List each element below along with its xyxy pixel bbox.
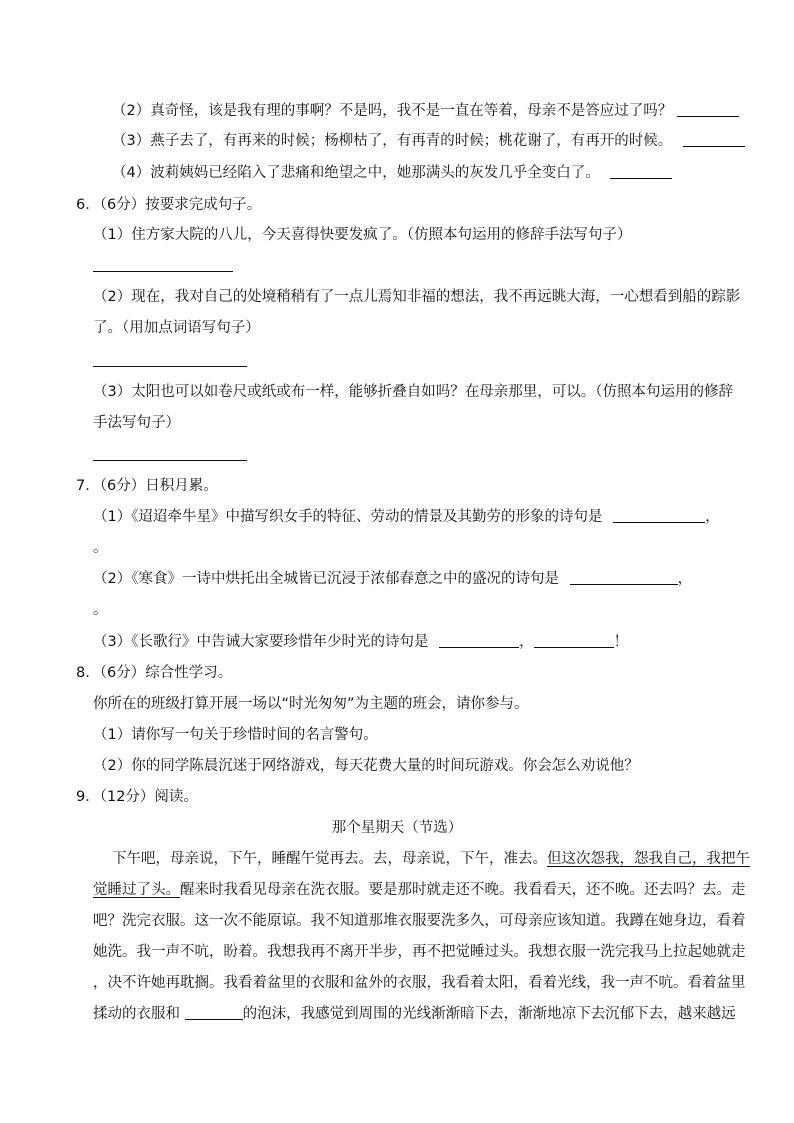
passage-text: 醒来时我看见母亲在洗衣服。要是那时就走还不晚。我看看天，还不晚。还去吗？去。走	[180, 882, 746, 898]
underlined-sentence: 觉睡过了头。	[93, 882, 180, 898]
passage-line-1	[112, 849, 750, 869]
passage-line-3: 吧？洗完衣服。这一次不能原谅。我不知道那堆衣服要洗多久，可母亲应该知道。我蹲在她身边，看着	[93, 913, 746, 929]
passage-line-2	[93, 880, 746, 900]
passage-text: 下午吧，母亲说，下午，睡醒午觉再去。去，母亲说，下午，准去。	[112, 851, 547, 867]
q7-item-1-tail: 。	[93, 540, 108, 556]
q7-item-3-text: （3）《长歌行》中告诫大家要珍惜年少时光的诗句是	[93, 634, 429, 650]
passage-title: 那个星期天（节选）	[331, 820, 463, 836]
q6-answer-line-3[interactable]	[93, 460, 247, 461]
q7-item-2-tail: 。	[93, 602, 108, 618]
q7-item-2	[93, 569, 692, 589]
passage-line-6	[93, 1004, 736, 1024]
q6-item-1: （1）住方家大院的八儿，今天喜得快要发疯了。（仿照本句运用的修辞手法写句子）	[93, 227, 632, 243]
q5-item-2-text: （2）真奇怪，该是我有理的事啊？不是吗，我不是一直在等着，母亲不是答应过了吗？	[112, 103, 673, 119]
q8-intro: 你所在的班级打算开展一场以“时光匆匆”为主题的班会，请你参与。	[93, 696, 529, 712]
answer-blank[interactable]	[677, 102, 739, 117]
q9-title: 9．（12分）阅读。	[76, 789, 198, 805]
q5-item-4-text: （4）波莉姨妈已经陷入了悲痛和绝望之中，她那满头的灰发几乎全变白了。	[112, 165, 600, 181]
q6-item-3a: （3）太阳也可以如卷尺或纸或布一样，能够折叠自如吗？在母亲那里，可以。（仿照本句运用的修辞	[93, 384, 733, 400]
q7-item-1-text: （1）《迢迢牵牛星》中描写织女手的特征、劳动的情景及其勤劳的形象的诗句是	[93, 509, 603, 525]
q5-item-4	[112, 163, 672, 183]
answer-blank[interactable]	[534, 633, 614, 648]
passage-text: 的泡沫，我感觉到周围的光线渐渐暗下去，渐渐地凉下去沉郁下去，越来越远	[242, 1006, 736, 1022]
answer-blank[interactable]	[185, 1005, 243, 1020]
q8-item-2: （2）你的同学陈晨沉迷于网络游戏，每天花费大量的时间玩游戏。你会怎么劝说他？	[93, 758, 639, 774]
q7-item-2-text: （2）《寒食》一诗中烘托出全城皆已沉浸于浓郁春意之中的盛况的诗句是	[93, 571, 559, 587]
q7-item-3	[93, 632, 628, 652]
passage-line-5: ，决不许她再耽搁。我看着盆里的衣服和盆外的衣服，我看着太阳，看着光线，我一声不吭。看着盆里	[93, 975, 746, 991]
answer-blank[interactable]	[613, 508, 705, 523]
answer-blank[interactable]	[439, 633, 519, 648]
q8-title: 8．（6分）综合性学习。	[76, 665, 233, 681]
q7-title: 7．（6分）日积月累。	[76, 478, 218, 494]
q6-answer-line-1[interactable]	[93, 271, 233, 272]
q6-item-2b: 了。（用加点词语写句子）	[93, 320, 260, 336]
answer-blank[interactable]	[683, 132, 745, 147]
q5-item-2	[112, 101, 739, 121]
q6-item-2a: （2）现在，我对自己的处境稍稍有了一点儿焉知非福的想法，我不再远眺大海，一心想看到船的踪影	[93, 289, 741, 305]
answer-blank[interactable]	[610, 164, 672, 179]
passage-text: 揉动的衣服和	[93, 1006, 180, 1022]
underlined-sentence: 但这次怨我，怨我自己，我把午	[547, 851, 750, 867]
q6-title: 6．（6分）按要求完成句子。	[76, 197, 262, 213]
q6-item-3b: 手法写句子）	[93, 415, 180, 431]
q6-answer-line-2[interactable]	[93, 366, 247, 367]
comma: ，	[677, 571, 693, 587]
passage-line-4: 她洗。我一声不吭，盼着。我想我再不离开半步，再不把觉睡过头。我想衣服一洗完我马上拉起她就走	[93, 944, 746, 960]
comma: ，	[519, 634, 534, 650]
q5-item-3-text: （3）燕子去了，有再来的时候；杨柳枯了，有再青的时候；桃花谢了，有再开的时候。	[112, 133, 673, 149]
q5-item-3	[112, 131, 745, 151]
exclamation: ！	[613, 634, 629, 650]
q7-item-1	[93, 507, 720, 527]
q8-item-1: （1）请你写一句关于珍惜时间的名言警句。	[93, 727, 378, 743]
answer-blank[interactable]	[570, 570, 678, 585]
comma: ，	[705, 509, 720, 525]
